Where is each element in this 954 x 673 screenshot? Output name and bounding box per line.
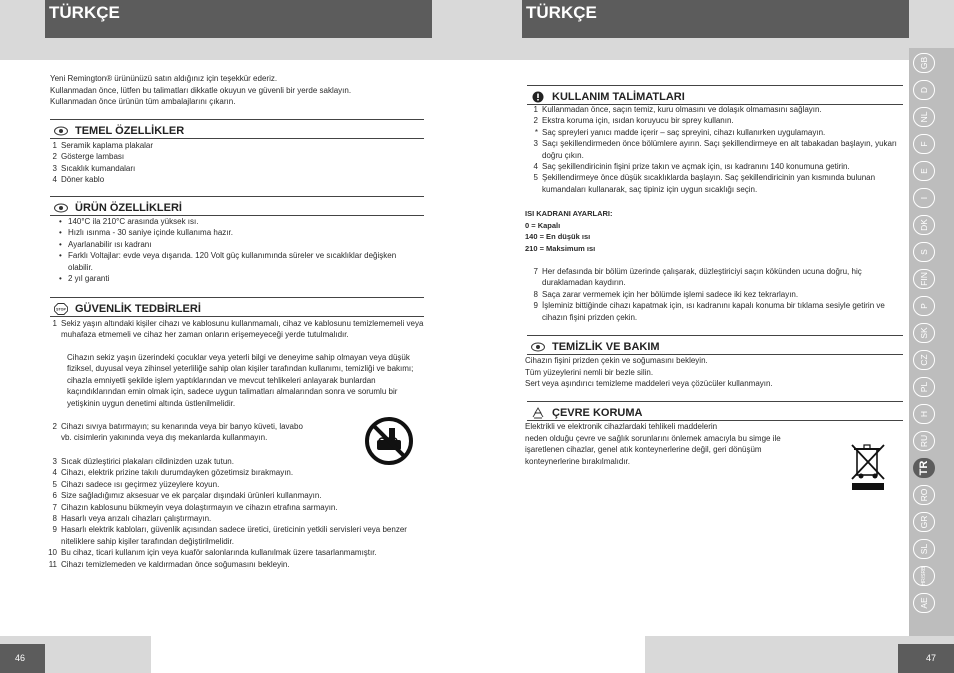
list-item: • Farklı Voltajlar: evde veya dışarıda. 120 Volt güç kullanımında süreler ve sıcaklıklar değişken olabilir. [54, 250, 414, 273]
care-heading-label: TEMİZLİK VE BAKIM [552, 340, 660, 353]
intro-line: Kullanmadan önce, lütfen bu talimatları dikkatle okuyun ve güvenli bir yerde saklayın. [50, 85, 352, 95]
tab-tr[interactable]: TR [913, 458, 935, 478]
eye-icon [54, 203, 68, 213]
list-item: 1 Kullanmadan önce, saçın temiz, kuru olmasını ve dolaşık olmamasını sağlayın. [533, 105, 822, 114]
info-icon [531, 91, 545, 103]
list-item: 2 Ekstra koruma için, ısıdan koruyucu bir sprey kullanın. [533, 116, 734, 126]
tab-d[interactable]: D [913, 80, 935, 100]
features-heading-label: TEMEL ÖZELLİKLER [75, 124, 185, 137]
dial-settings [525, 208, 725, 254]
left-footer-band [0, 636, 151, 673]
usage-list-2 [525, 266, 909, 323]
list-item: 4 Saç şekillendiricinin fişini prize takın ve açmak için, ısı kadranını 140 konumuna getirin. [533, 162, 850, 172]
tab-ro[interactable]: RO [913, 485, 935, 505]
eye-icon [531, 342, 545, 352]
tab-p[interactable]: P [913, 296, 935, 316]
svg-text:STOP: STOP [56, 307, 66, 312]
tab-gr[interactable]: GR [913, 512, 935, 532]
safety-list-1 [44, 318, 426, 341]
right-page-title: TÜRKÇE [522, 0, 909, 38]
env-line: konteynerlerine bırakılmalıdır. [525, 456, 630, 466]
tab-nl[interactable]: NL [913, 107, 935, 127]
tab-sk[interactable]: SK [913, 323, 935, 343]
list-item: 7 Cihazın kablosunu bükmeyin veya dolaştırmayın ve cihazın etrafına sarmayın. [52, 502, 338, 512]
tab-f[interactable]: F [913, 134, 935, 154]
list-item: 4 Döner kablo [52, 175, 105, 185]
product-list [54, 216, 414, 284]
env-line: neden olduğu çevre ve sağlık sorunlarını önlemek amacıyla bu simge ile [525, 433, 781, 443]
list-item: 1 Seramik kaplama plakalar [52, 141, 154, 150]
care-line: Tüm yüzeylerini nemli bir bezle silin. [525, 367, 654, 377]
language-tab-strip [909, 48, 954, 636]
list-item: • Ayarlanabilir ısı kadranı [54, 239, 414, 250]
env-heading [527, 401, 903, 421]
care-heading [527, 335, 903, 355]
intro-text [50, 73, 430, 108]
list-item: 11 Cihazı temizlemeden ve kaldırmadan önce soğumasını bekleyin. [48, 559, 290, 569]
tab-s[interactable]: S [913, 242, 935, 262]
list-item: 9 Hasarlı elektrik kabloları, güvenlik açısından sadece üretici, üreticinin yetkili servisleri veya benzer niteliklere sahip kişiler tarafından değiştirilmelidir. [52, 525, 407, 546]
list-item: 9 İşleminiz bittiğinde cihazı kapatmak için, ısı kadranını kapalı konuma bir tıklama sesiyle getirin ve cihazın fişini prizden çekin. [533, 301, 885, 322]
list-item: • 140°C ila 210°C arasında yüksek ısı. [54, 216, 414, 227]
stop-icon [54, 303, 68, 315]
list-item: 6 Size sağladığımız aksesuar ve ek parçalar dışındaki ürünleri kullanmayın. [52, 491, 322, 501]
care-line: Sert veya aşındırıcı temizleme maddeleri veya çözücüler kullanmayın. [525, 379, 773, 388]
care-line: Cihazın fişini prizden çekin ve soğumasını bekleyin. [525, 356, 708, 365]
list-item: 2 Gösterge lambası [52, 152, 125, 162]
list-item: 7 Her defasında bir bölüm üzerinde çalışarak, düzleştiriciyi saçın kökünden ucuna doğru, hiç duraklamadan kaydırın. [533, 267, 862, 288]
list-item: 8 Saça zarar vermemek için her bölümde işlemi sadece iki kez tekrarlayın. [533, 289, 799, 299]
tab-ru[interactable]: RU [913, 431, 935, 451]
tab-h[interactable]: H [913, 404, 935, 424]
tab-cz[interactable]: CZ [913, 350, 935, 370]
list-item: 1 Sekiz yaşın altındaki kişiler cihazı ve kablosunu kullanmamalı, cihaz ve kablosunu temizlememeli veya muhafaza etmemeli ve cihaz her zaman onların erişemeyeceği yerde tutulmalıdır. [52, 319, 424, 340]
env-line: işaretlenen cihazlar, genel atık konteynerlerine değil, geri dönüşüm [525, 445, 762, 454]
safety-list-2 [44, 421, 306, 444]
safety-list-3 [44, 456, 426, 570]
safety-paragraph: Cihazın sekiz yaşın üzerindeki çocuklar veya yeterli bilgi ve deneyime sahip olmayan veya düşük fiziksel, duyusal veya zihinsel yeterliliğe sahip olan kişiler tarafından kullanımı, temizliği ve bakımı; cihazla emniyetli şekilde işlem yaptıklarından ve mevcut tehlikeleri anlayarak bunlardan kaçındıklarından emin olmak için, sadece uygun talimatları almalarından sonra ve sorumlu bir yetişkinin uygun denetimi altında üstlenilmelidir. [67, 353, 414, 408]
list-item: 8 Hasarlı veya arızalı cihazları çalıştırmayın. [52, 514, 212, 524]
page-number: 46 [0, 644, 45, 673]
safety-heading [50, 297, 424, 317]
page-number: 47 [898, 644, 954, 673]
features-heading [50, 119, 424, 139]
list-item: 10 Bu cihaz, ticari kullanım için veya kuaför salonlarında kullanılmak üzere tasarlanmamıştır. [48, 548, 377, 558]
list-item: 3 Sıcak düzleştirici plakaları cildinizden uzak tutun. [52, 457, 234, 466]
dial-settings-title: ISI KADRANI AYARLARI: [525, 209, 613, 218]
usage-heading [527, 85, 903, 105]
safety-heading-label: GÜVENLİK TEDBİRLERİ [75, 302, 201, 315]
list-item: 3 Saçı şekillendirmeden önce bölümlere ayırın. Saçı şekillendirmeye en alt tabakadan başlayın, yukarı doğru çıkın. [533, 139, 897, 160]
usage-list [525, 104, 907, 195]
list-item: * Saç spreyleri yanıcı madde içerir – saç spreyini, cihazı kullanırken uygulamayın. [534, 127, 826, 137]
eye-icon [54, 126, 68, 136]
dial-setting: 140 = En düşük ısı [525, 232, 591, 241]
tab-dk[interactable]: DK [913, 215, 935, 235]
product-heading-label: ÜRÜN ÖZELLİKLERİ [75, 201, 182, 214]
list-item: • Hızlı ısınma - 30 saniye içinde kullanıma hazır. [54, 227, 414, 238]
list-item: 5 Şekillendirmeye önce düşük sıcaklıklarda başlayın. Saç şekillendiricinin yan kısmında bulunan kumandaları kullanarak, saç tipiniz için uygun sıcaklığı seçin. [533, 173, 876, 194]
dial-setting: 0 = Kapalı [525, 220, 561, 230]
usage-heading-label: KULLANIM TALİMATLARI [552, 90, 685, 103]
list-item: 5 Cihazı sadece ısı geçirmez yüzeylere koyun. [52, 479, 220, 489]
recycle-icon [531, 407, 545, 419]
weee-bin-icon [849, 443, 887, 491]
list-item: 4 Cihazı, elektrik prizine takılı durumdayken gözetimsiz bırakmayın. [52, 468, 294, 478]
features-list [44, 140, 424, 186]
intro-line: Yeni Remington® ürününüzü satın aldığınız için teşekkür ederiz. [50, 74, 278, 83]
env-text [525, 421, 825, 467]
list-item: 3 Sıcaklık kumandaları [52, 163, 136, 173]
tab-pl[interactable]: PL [913, 377, 935, 397]
tab-i[interactable]: I [913, 188, 935, 208]
list-item: 2 Cihazı sıvıya batırmayın; su kenarında veya bir banyo küveti, lavabo vb. cisimlerin yakınında veya dış mekanlarda kullanmayın. [52, 422, 303, 443]
env-heading-label: ÇEVRE KORUMA [552, 406, 643, 419]
env-line: Elektrikli ve elektronik cihazlardaki tehlikeli maddelerin [525, 422, 718, 431]
tab-hr-srb[interactable]: HR/SRB [913, 566, 935, 586]
dial-setting: 210 = Maksimum ısı [525, 243, 596, 253]
right-footer-band [645, 636, 954, 673]
tab-fin[interactable]: FIN [913, 269, 935, 289]
tab-gb[interactable]: GB [913, 53, 935, 73]
tab-ae[interactable]: AE [913, 593, 935, 613]
right-page [477, 0, 954, 673]
tab-e[interactable]: E [913, 161, 935, 181]
left-page-title: TÜRKÇE [45, 0, 432, 38]
intro-line: Kullanmadan önce ürünün tüm ambalajlarını çıkarın. [50, 97, 236, 106]
list-item: • 2 yıl garanti [54, 273, 414, 284]
care-text [525, 355, 905, 390]
tab-sl[interactable]: SL [913, 539, 935, 559]
product-heading [50, 196, 424, 216]
